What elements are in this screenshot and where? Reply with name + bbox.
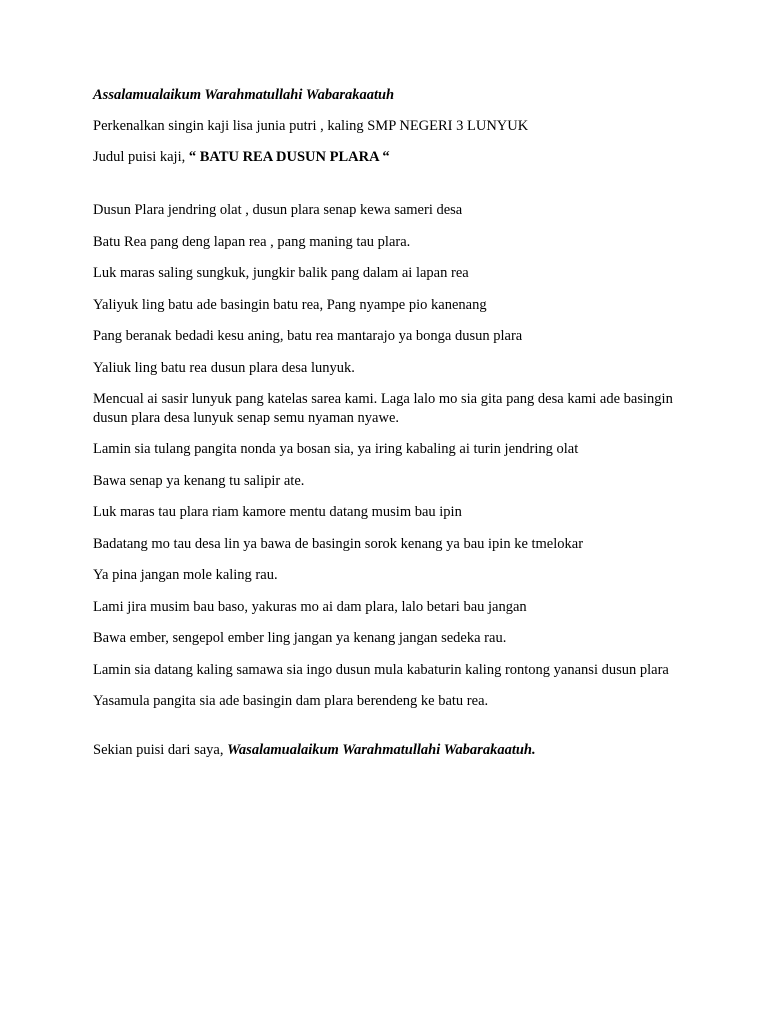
closing-salutation: Wasalamualaikum Warahmatullahi Wabarakaatuh.	[227, 741, 536, 758]
poem-body	[93, 201, 683, 711]
poem-line: Bawa ember, sengepol ember ling jangan ya kenang jangan sedeka rau.	[93, 630, 507, 646]
introduction: Perkenalkan singin kaji lisa junia putri , kaling SMP NEGERI 3 LUNYUK	[93, 118, 529, 134]
greeting: Assalamualaikum Warahmatullahi Wabarakaatuh	[93, 87, 395, 103]
poem-line: Lami jira musim bau baso, yakuras mo ai dam plara, lalo betari bau jangan	[93, 598, 527, 615]
poem-line: Mencual ai sasir lunyuk pang katelas sarea kami. Laga lalo mo sia gita pang desa kami ade basingin dusun plara desa lunyuk senap semu nyaman nyawe.	[93, 391, 673, 426]
poem-title: “ BATU REA DUSUN PLARA “	[188, 149, 390, 165]
closing-prefix: Sekian puisi dari saya,	[93, 741, 228, 758]
poem-line: Batu Rea pang deng lapan rea , pang maning tau plara.	[93, 233, 411, 250]
title-prefix: Judul puisi kaji,	[93, 149, 189, 165]
poem-title-line	[93, 148, 683, 167]
poem-line: Lamin sia tulang pangita nonda ya bosan sia, ya iring kabaling ai turin jendring olat	[93, 441, 579, 457]
poem-line: Luk maras tau plara riam kamore mentu datang musim bau ipin	[93, 504, 462, 520]
poem-line: Lamin sia datang kaling samawa sia ingo dusun mula kabaturin kaling rontong yanansi dusun plara	[93, 661, 669, 678]
poem-line: Yasamula pangita sia ade basingin dam plara berendeng ke batu rea.	[93, 692, 489, 709]
poem-line: Yaliuk ling batu rea dusun plara desa lunyuk.	[93, 359, 355, 376]
poem-line: Dusun Plara jendring olat , dusun plara senap kewa sameri desa	[93, 202, 463, 218]
poem-line: Badatang mo tau desa lin ya bawa de basingin sorok kenang ya bau ipin ke tmelokar	[93, 535, 584, 552]
poem-line: Ya pina jangan mole kaling rau.	[93, 567, 278, 583]
poem-line: Pang beranak bedadi kesu aning, batu rea mantarajo ya bonga dusun plara	[93, 328, 523, 344]
closing-line	[93, 741, 683, 760]
poem-line: Bawa senap ya kenang tu salipir ate.	[93, 472, 305, 489]
poem-line: Yaliyuk ling batu ade basingin batu rea, Pang nyampe pio kanenang	[93, 296, 487, 313]
poem-line: Luk maras saling sungkuk, jungkir balik pang dalam ai lapan rea	[93, 265, 469, 281]
document-page	[93, 86, 683, 760]
